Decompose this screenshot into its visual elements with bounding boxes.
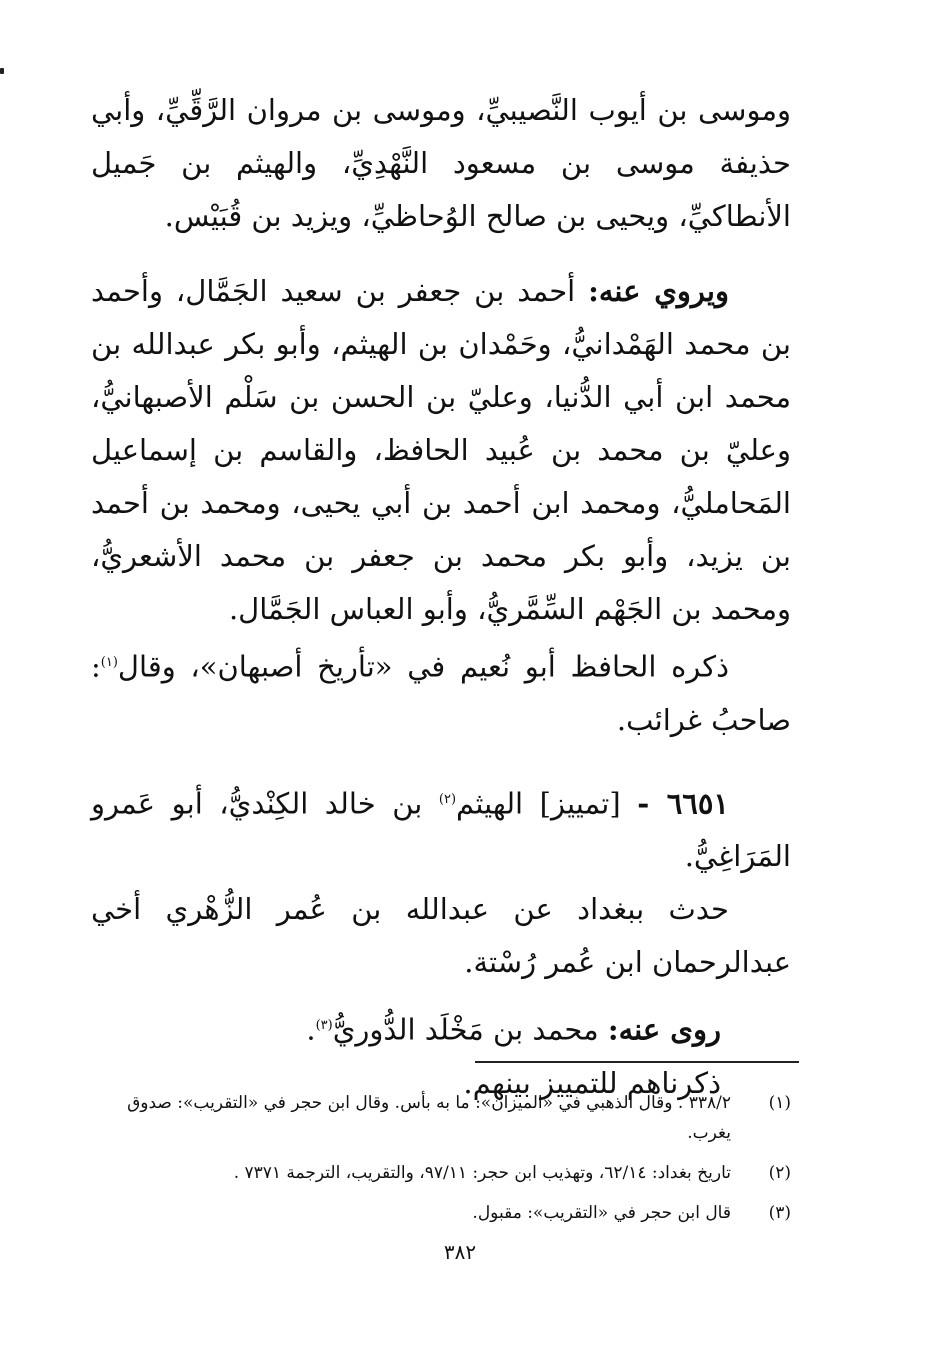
- footnote-text: ٣٣٨/٢ . وقال الذهبي في «الميزان»: ما به بأس. وقال ابن حجر في «التقريب»: صدوق يغرب.: [127, 1093, 731, 1143]
- footnotes: [86, 1088, 791, 1238]
- entry-heading: [91, 773, 791, 884]
- footnote-ref-3: (٣): [315, 1018, 333, 1034]
- entry-title-end: بن خالد الكِنْديُّ، أبو عَمرو المَرَاغِيُّ.: [91, 786, 791, 874]
- narrated-by-label: روى عنه:: [607, 1012, 721, 1047]
- footnote-1: [86, 1088, 791, 1148]
- narrators-label: ويروي عنه:: [588, 274, 730, 308]
- footnote-number: (٣): [768, 1203, 791, 1223]
- footnote-number: (١): [768, 1093, 791, 1113]
- paragraph-note: ذكرناهم للتمييز بينهم.: [463, 1065, 721, 1100]
- footnote-ref-1: (١): [100, 655, 118, 670]
- narrators-text: أحمد بن جعفر بن سعيد الجَمَّال، وأحمد بن محمد الهَمْدانيُّ، وحَمْدان بن الهيثم، وأبو بكر عبدالله بن محمد ابن أبي الدُّنيا، وعليّ بن الحسن بن سَلْم الأصبهانيُّ، وعليّ بن محمد بن عُبيد الحافظ، والقاسم بن إسماعيل المَحامليُّ، ومحمد ابن أحمد بن أبي يحيى، ومحمد بن أحمد بن يزيد، وأبو بكر محمد بن جعفر بن محمد الأشعريُّ، ومحمد بن الجَهْم السِّمَّريُّ، وأبو العباس الجَمَّال.: [91, 274, 791, 626]
- paragraph-hadith: حدث ببغداد عن عبدالله بن عُمر الزُّهْري أخي عبدالرحمان ابن عُمر رُسْتة.: [91, 892, 791, 980]
- footnote-3: [86, 1198, 791, 1228]
- footnote-2: [86, 1158, 791, 1188]
- mention-text: ذكره الحافظ أبو نُعيم في «تأريخ أصبهان»، وقال: [117, 649, 729, 684]
- paragraph-narrated-by: [91, 999, 791, 1057]
- footnote-number: (٢): [768, 1163, 791, 1183]
- main-text: [91, 84, 791, 1110]
- entry-title: [تمييز] الهيثم: [456, 786, 638, 821]
- paragraph-teachers: وموسى بن أيوب النَّصيبيِّ، وموسى بن مروان الرَّقِّيِّ، وأبي حذيفة موسى بن مسعود النَّهْدِيِّ، والهيثم بن جَميل الأنطاكيِّ، ويحيى بن صالح الوُحاظيِّ، ويزيد بن قُبَيْس.: [91, 93, 791, 233]
- mention-text-end: : صاحبُ غرائب.: [91, 649, 791, 737]
- scan-mark: [0, 68, 4, 74]
- footnote-text: تاريخ بغداد: ٦٢/١٤، وتهذيب ابن حجر: ٩٧/١١، والتقريب، الترجمة ٧٣٧١ .: [233, 1163, 731, 1183]
- footnote-ref-2: (٢): [438, 791, 457, 807]
- footnote-text: قال ابن حجر في «التقريب»: مقبول.: [472, 1203, 731, 1223]
- paragraph-narrators: [91, 265, 791, 636]
- narrated-by-text: محمد بن مَخْلَد الدُّوريُّ: [332, 1012, 608, 1047]
- narrated-by-end: .: [306, 1012, 316, 1047]
- footnote-divider: [475, 1061, 799, 1063]
- paragraph-mention: [91, 636, 791, 747]
- entry-number: ٦٦٥١ -: [637, 786, 729, 821]
- page-number: ٣٨٢: [443, 1240, 477, 1264]
